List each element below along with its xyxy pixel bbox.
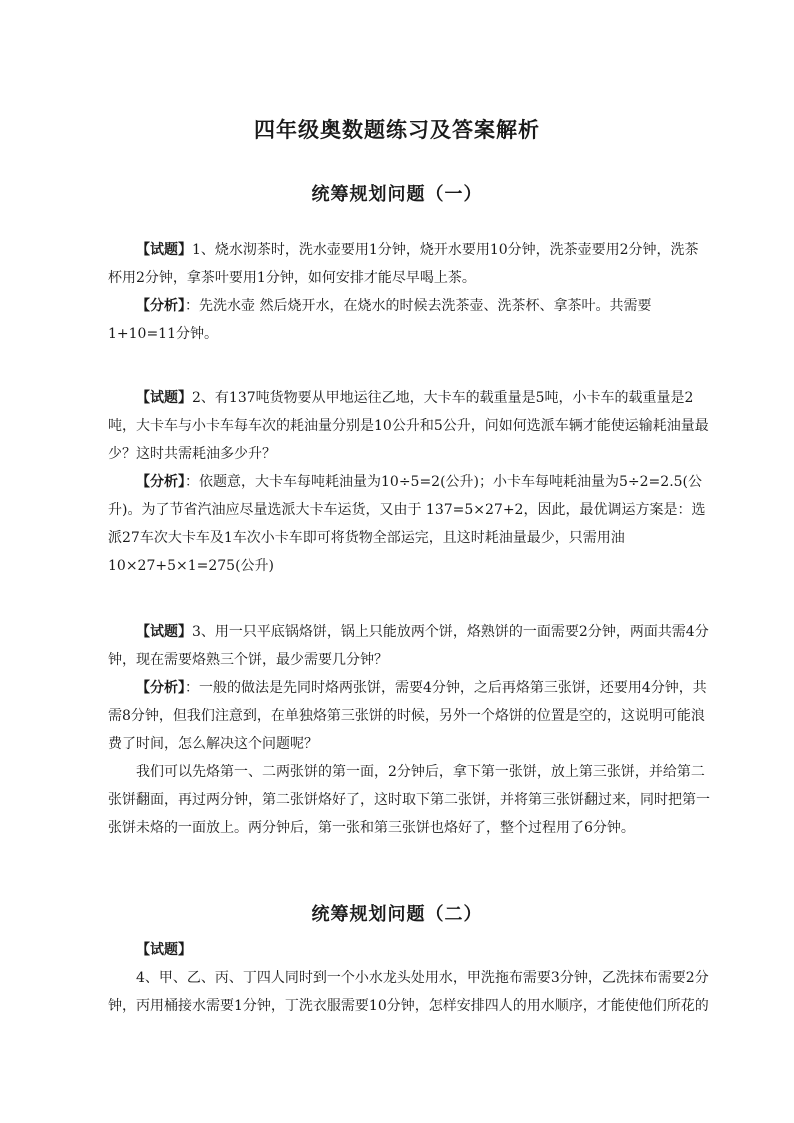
question-1-block (108, 236, 710, 348)
analysis-1-line2: 1+10=11分钟。 (108, 326, 218, 342)
analysis-label: 【分析】 (136, 474, 185, 490)
question-1-text: 1、烧水沏茶时，洗水壶要用1分钟，烧开水要用10分钟，洗茶壶要用2分钟，洗茶杯用2分钟，拿茶叶要用1分钟，如何安排才能尽早喝上茶。 (108, 242, 699, 286)
question-3-block (108, 618, 710, 842)
question-2-block (108, 384, 710, 580)
question-2 (108, 384, 710, 468)
analysis-1 (108, 292, 710, 320)
analysis-3-text: ：一般的做法是先同时烙两张饼，需要4分钟，之后再烙第三张饼，还要用4分钟，共需8分钟，但我们注意到，在单独烙第三张饼的时候，另外一个烙饼的位置是空的，这说明可能浪费了时间，怎么解决这个问题呢？ (108, 680, 707, 752)
analysis-label: 【分析】 (136, 680, 185, 696)
analysis-label: 【分析】 (136, 298, 185, 314)
question-4-text: 4、甲、乙、丙、丁四人同时到一个小水龙头处用水，甲洗拖布需要3分钟，乙洗抹布需要2分钟，丙用桶接水需要1分钟，丁洗衣服需要10分钟，怎样安排四人的用水顺序，才能使他们所花的 (108, 970, 709, 1014)
analysis-1-text: ：先洗水壶 然后烧开水，在烧水的时候去洗茶壶、洗茶杯、拿茶叶。共需要 (185, 298, 652, 314)
analysis-3-para2: 我们可以先烙第一、二两张饼的第一面，2分钟后，拿下第一张饼，放上第三张饼，并给第二张饼翻面，再过两分钟，第二张饼烙好了，这时取下第二张饼，并将第三张饼翻过来，同时把第一张饼未烙的一面放上。两分钟后，第一张和第三张饼也烙好了，整个过程用了6分钟。 (108, 764, 710, 836)
analysis-3 (108, 674, 710, 758)
analysis-2-text: ：依题意，大卡车每吨耗油量为10÷5=2(公升)；小卡车每吨耗油量为5÷2=2.5(公升)。为了节省汽油应尽量选派大卡车运货，又由于 137=5×27+2，因此，最优调运方案是：选派27车次大卡车及1车次小卡车即可将货物全部运完，且这时耗油量最少，只需用油 (108, 474, 706, 546)
document-title: 四年级奥数题练习及答案解析 (254, 117, 540, 142)
question-3 (108, 618, 710, 674)
analysis-2 (108, 468, 710, 552)
question-label: 【试题】 (136, 242, 192, 258)
question-label: 【试题】 (136, 624, 192, 640)
question-4-label: 【试题】 (136, 942, 192, 958)
question-1 (108, 236, 710, 292)
question-2-text: 2、有137吨货物要从甲地运往乙地，大卡车的载重量是5吨，小卡车的载重量是2吨，大卡车与小卡车每车次的耗油量分别是10公升和5公升，问如何选派车辆才能使运输耗油量最少？这时共需耗油多少升？ (108, 390, 709, 462)
section-title-2: 统筹规划问题（二） (311, 904, 483, 925)
analysis-2-line2: 10×27+5×1=275(公升) (108, 558, 275, 574)
question-4-block (108, 936, 710, 1020)
question-3-text: 3、用一只平底锅烙饼，锅上只能放两个饼，烙熟饼的一面需要2分钟，两面共需4分钟，现在需要烙熟三个饼，最少需要几分钟？ (108, 624, 709, 668)
section-title-1: 统筹规划问题（一） (311, 184, 483, 205)
question-label: 【试题】 (136, 390, 192, 406)
